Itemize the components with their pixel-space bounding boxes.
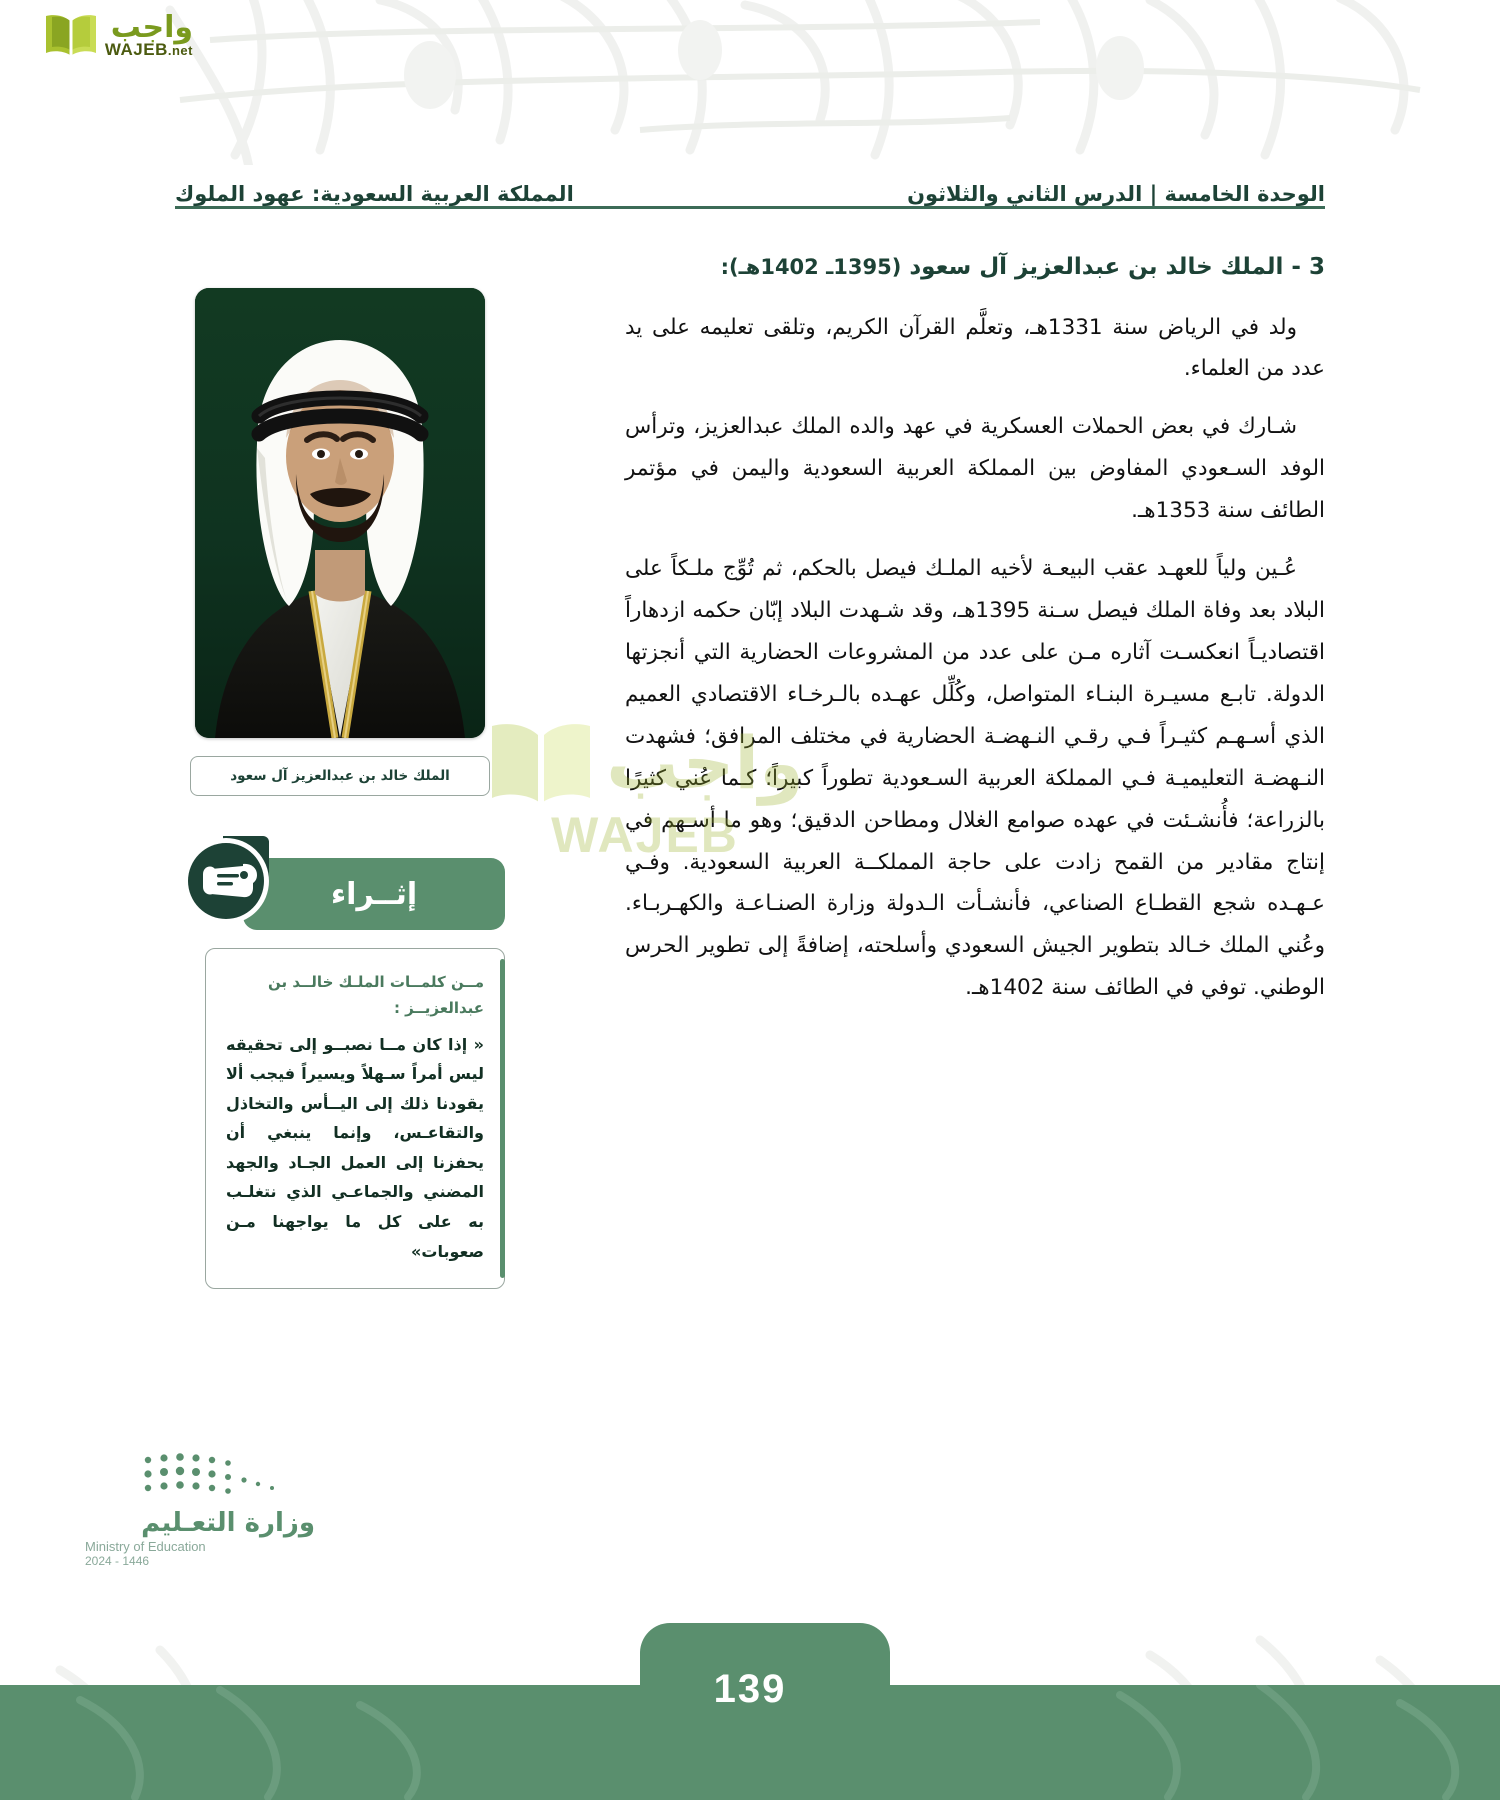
open-book-icon (43, 13, 99, 57)
wajeb-large-latin: WAJEB (551, 807, 739, 863)
ministry-name-en: Ministry of Education (85, 1539, 206, 1554)
paragraph-1: ولد في الرياض سنة 1331هـ، وتعلَّم القرآن الكريم، وتلقى تعليمه على يد عدد من العلماء. (625, 314, 1325, 382)
calligraphy-decoration-top (0, 0, 1500, 165)
running-header (175, 160, 1325, 206)
header-divider (175, 206, 1325, 209)
enrichment-banner (243, 858, 505, 930)
ministry-name-ar: وزارة التعـليم (141, 1508, 315, 1538)
ministry-dot-pattern (140, 1450, 315, 1502)
page-number: 139 (713, 1667, 787, 1711)
wajeb-latin-wordmark: WAJEB.net (104, 39, 193, 59)
figure-caption: الملك خالد بن عبدالعزيز آل سعود (230, 768, 450, 784)
quote-text: « إذا كان مــا نصبــو إلى تحقيقه ليس أمراً سـهلاً ويسيراً فيجب ألا يقودنا ذلك إلى اليــأس والتخاذل والتقاعـس، وإنما ينبغي أن يحفزنا إلى العمل الجـاد والجهد المضني والجماعـي الذي نتغلـب به على كل ما يواجهنا مـن صعوبات» (226, 1034, 484, 1261)
side-column (175, 288, 505, 1289)
portrait-king-khalid (195, 288, 485, 738)
quote-intro: مــن كلمــات الملـك خالــد بن عبدالعزيــز : (268, 973, 484, 1018)
enrichment-label: إثــراء (330, 876, 418, 912)
wajeb-large-arabic: واجب (606, 721, 804, 805)
scroll-icon (181, 836, 271, 926)
header-topic: المملكة العربية السعودية: عهود الملوك (175, 182, 574, 206)
ministry-year: 2024 - 1446 (85, 1554, 150, 1568)
ministry-logo (85, 1450, 315, 1590)
paragraph-2: شـارك في بعض الحملات العسكرية في عهد والده الملك عبدالعزيز، وترأس الوفد السـعودي المفاوض بين المملكة العربية السعودية واليمن في مؤتمر الطائف سنة 1353هـ. (625, 414, 1325, 524)
page-content (175, 250, 1325, 1370)
wajeb-arabic-wordmark: واجب (110, 9, 193, 45)
wajeb-watermark-logo (8, 6, 193, 64)
lesson-heading-title: 3 - الملك خالد بن عبدالعزيز آل سعود (909, 254, 1325, 280)
enrichment-section (175, 858, 505, 930)
paragraph-3: عُـين ولياً للعهـد عقب البيعـة لأخيه الملـك فيصل بالحكم، ثم تُوِّج ملـكاً على البلاد بعد وفاة الملك فيصل سـنة 1395هـ، وقد شـهدت البلاد إبّان حكمه ازدهاراً اقتصاديـاً انعكسـت آثاره مـن على عدد من المشروعات الحضارية التي أنجزتها الدولة. تابـع مسيـرة البنـاء المتواصل، وكُلِّل عهـده بالـرخـاء الاقتصادي العميم الذي أسـهـم كثيـراً فـي رقـي النـهضـة الحضارية في مختلف المرافق؛ فشهدت النـهضـة التعليميـة فـي المملكة العربية السـعودية تطوراً كبيراً؛ كـما عُني كثيرًا بالزراعة؛ فأُنشـئت في عهده صوامع الغلال ومطاحن الدقيق؛ وهو ما أسـهم في إنتاج مقادير من القمح زادت على حاجة المملكــة العربية السعودية. وفـي عـهـده شجع القطـاع الصناعي، فأنشـأت الـدولة وزارة الصنـاعـة والكهـربـاء. وعُني الملك خـالد بتطوير الجيش السعودي وأسلحته، إضافةً إلى تطوير الحرس الوطني. توفي في الطائف سنة 1402هـ. (625, 556, 1325, 1001)
lesson-heading (625, 250, 1325, 285)
lesson-heading-years: (1395ـ 1402هـ): (720, 255, 902, 279)
figure-caption-box (190, 756, 490, 796)
enrichment-quote-box (205, 948, 505, 1289)
main-text-column (625, 250, 1325, 1025)
page-footer (0, 1610, 1500, 1800)
header-unit-lesson: الوحدة الخامسة | الدرس الثاني والثلاثون (907, 182, 1325, 206)
